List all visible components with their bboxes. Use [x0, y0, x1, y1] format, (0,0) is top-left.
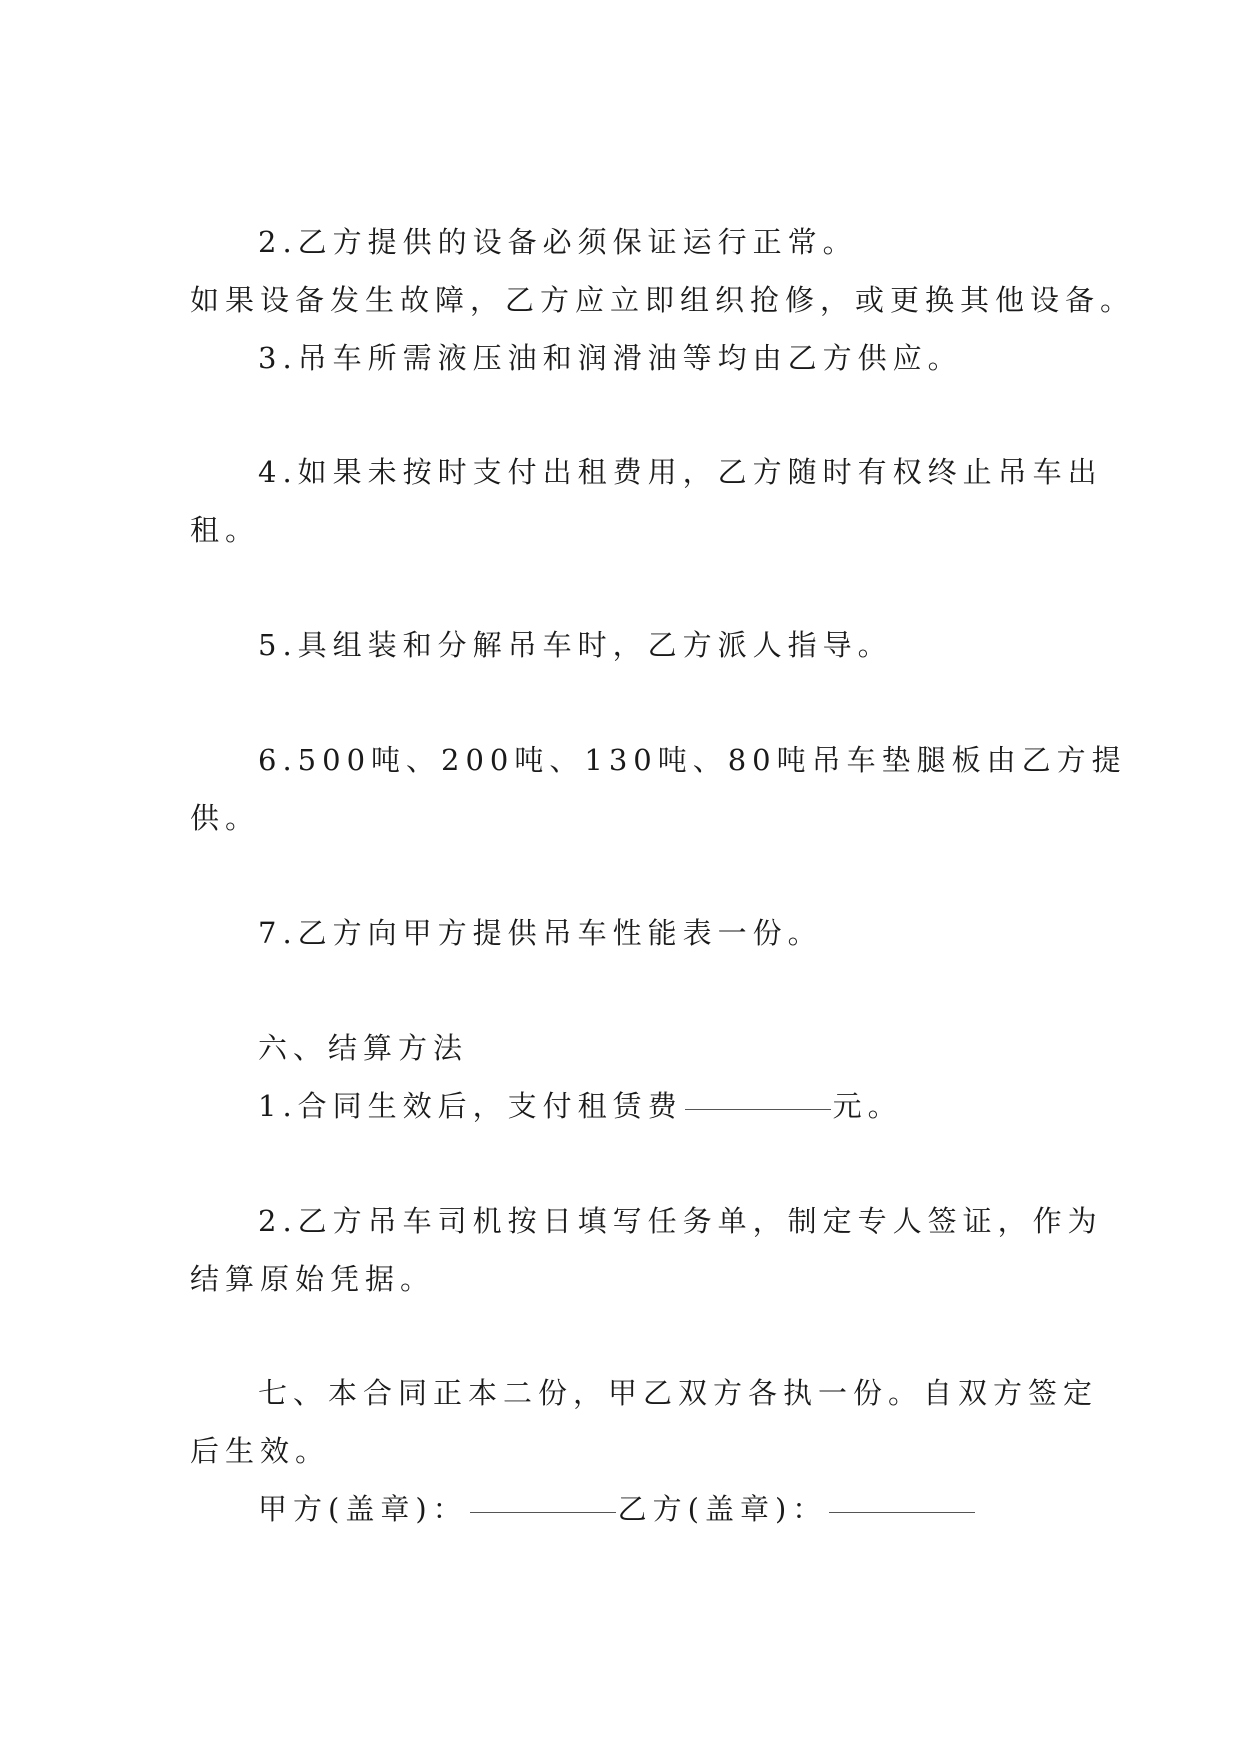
party-b-signature-blank [829, 1511, 975, 1513]
party-a-label: 甲方(盖章)： [258, 1492, 468, 1526]
settlement-clause-2-line-2: 结算原始凭据。 [190, 1262, 436, 1296]
clause-7: 7.乙方向甲方提供吊车性能表一份。 [258, 916, 823, 950]
signature-line [258, 1489, 977, 1529]
clause-2-line-1: 2.乙方提供的设备必须保证运行正常。 [258, 225, 858, 259]
party-b-label: 乙方(盖章)： [617, 1492, 828, 1526]
section-7-line-2: 后生效。 [190, 1434, 331, 1468]
clause-4-line-2: 租。 [190, 513, 261, 547]
clause-6-line-2: 供。 [190, 801, 261, 835]
section-6-title: 六、结算方法 [258, 1031, 469, 1065]
clause-5: 5.具组装和分解吊车时，乙方派人指导。 [258, 628, 893, 662]
section-7-line-1: 七、本合同正本二份，甲乙双方各执一份。自双方签定 [258, 1376, 1099, 1410]
clause-2-line-2: 如果设备发生故障，乙方应立即组织抢修，或更换其他设备。 [190, 283, 1136, 317]
clause-3: 3.吊车所需液压油和润滑油等均由乙方供应。 [258, 341, 963, 375]
clause-6-line-1: 6.500吨、200吨、130吨、80吨吊车垫腿板由乙方提 [258, 743, 1127, 777]
party-a-signature-blank [470, 1511, 616, 1513]
settlement-clause-1-text: 1.合同生效后，支付租赁费 [258, 1089, 683, 1123]
clause-4-line-1: 4.如果未按时支付出租费用，乙方随时有权终止吊车出 [258, 455, 1103, 489]
settlement-clause-2-line-1: 2.乙方吊车司机按日填写任务单，制定专人签证，作为 [258, 1204, 1103, 1238]
settlement-clause-1-unit: 元。 [832, 1089, 903, 1123]
settlement-clause-1 [258, 1086, 903, 1126]
rental-fee-blank [685, 1108, 831, 1110]
